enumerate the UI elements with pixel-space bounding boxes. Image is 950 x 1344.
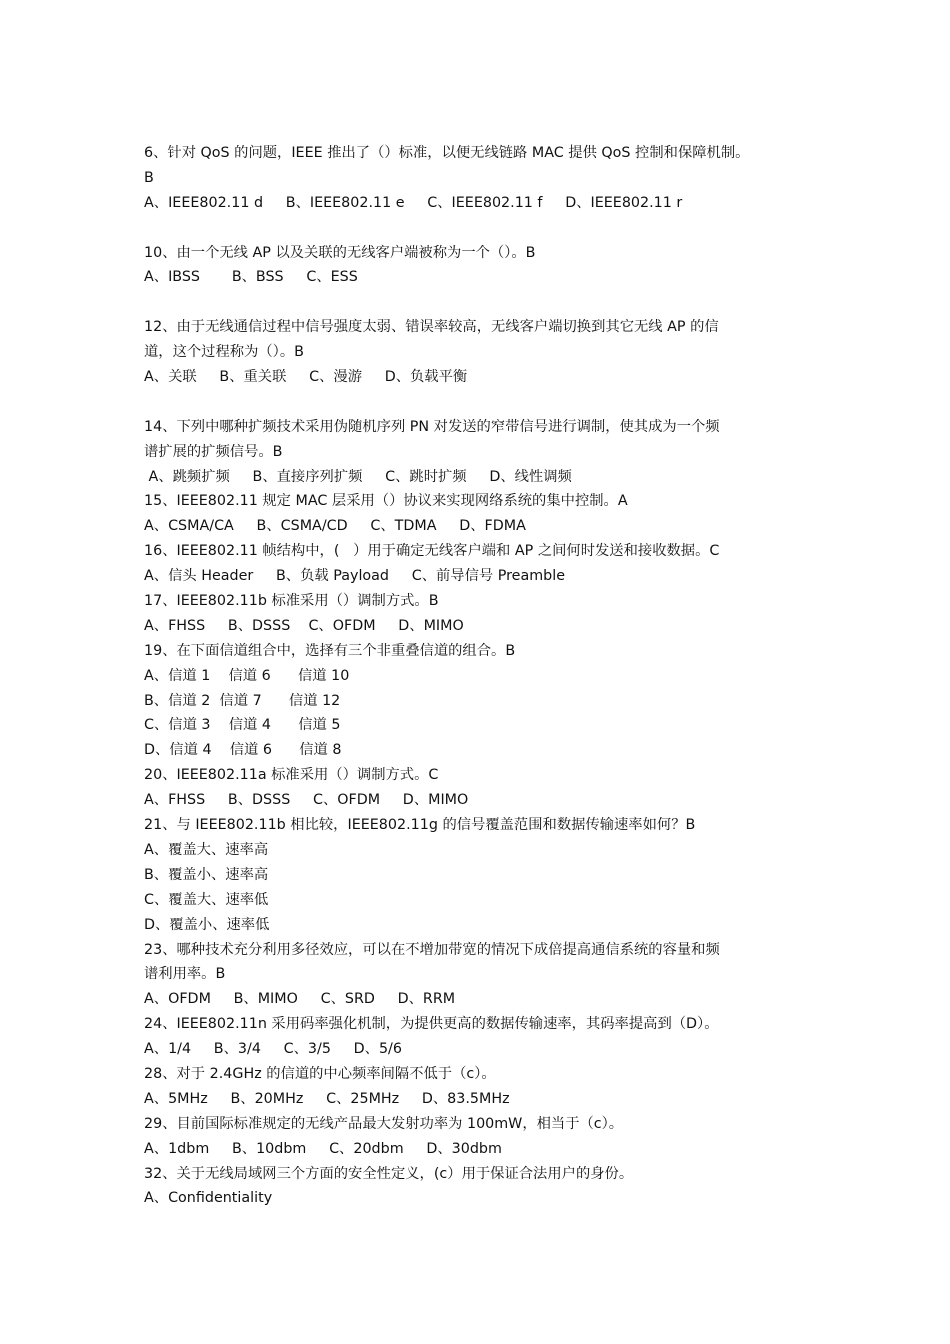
blank-line xyxy=(144,216,814,241)
text-line: A、FHSS B、DSSS C、OFDM D、MIMO xyxy=(144,617,464,634)
text-line: A、1/4 B、3/4 C、3/5 D、5/6 xyxy=(144,1041,402,1058)
text-line: A、Confidentiality xyxy=(144,1190,273,1207)
text-line: C、信道 3 信道 4 信道 5 xyxy=(144,717,341,734)
text-line: A、IEEE802.11 d B、IEEE802.11 e C、IEEE802.11 f D、IEEE802.11 r xyxy=(144,194,683,211)
text-line: A、FHSS B、DSSS C、OFDM D、MIMO xyxy=(144,792,469,809)
text-line: A、信头 Header B、负载 Payload C、前导信号 Preamble xyxy=(144,568,565,585)
text-line: 17、IEEE802.11b 标准采用（）调制方式。B xyxy=(144,593,439,610)
text-line: B、覆盖小、速率高 xyxy=(144,866,269,883)
text-line: A、信道 1 信道 6 信道 10 xyxy=(144,667,350,684)
text-line: 24、IEEE802.11n 采用码率强化机制，为提供更高的数据传输速率，其码率提高到（D）。 xyxy=(144,1016,719,1033)
text-line: 谱扩展的扩频信号。B xyxy=(144,443,283,460)
text-line: 19、在下面信道组合中，选择有三个非重叠信道的组合。B xyxy=(144,642,516,659)
text-line: C、覆盖大、速率低 xyxy=(144,891,269,908)
text-line: 29、目前国际标准规定的无线产品最大发射功率为 100mW，相当于（c）。 xyxy=(144,1115,624,1132)
text-line: A、5MHz B、20MHz C、25MHz D、83.5MHz xyxy=(144,1090,510,1107)
text-line: B、信道 2 信道 7 信道 12 xyxy=(144,692,341,709)
text-line: A、IBSS B、BSS C、ESS xyxy=(144,269,358,286)
text-line: 14、下列中哪种扩频技术采用伪随机序列 PN 对发送的窄带信号进行调制，使其成为一个频 xyxy=(144,418,720,435)
text-line: 23、哪种技术充分利用多径效应，可以在不增加带宽的情况下成倍提高通信系统的容量和频 xyxy=(144,941,720,958)
text-line: 6、针对 QoS 的问题，IEEE 推出了（）标准，以便无线链路 MAC 提供 QoS 控制和保障机制。 xyxy=(144,145,750,161)
text-line: 谱利用率。B xyxy=(144,966,226,983)
text-line: A、1dbm B、10dbm C、20dbm D、30dbm xyxy=(144,1140,502,1157)
text-line: A、OFDM B、MIMO C、SRD D、RRM xyxy=(144,991,456,1008)
text-line: A、跳频扩频 B、直接序列扩频 C、跳时扩频 D、线性调频 xyxy=(144,468,572,485)
text-line: B xyxy=(144,169,154,186)
text-line: 道，这个过程称为（）。B xyxy=(144,344,304,361)
text-line: 15、IEEE802.11 规定 MAC 层采用（）协议来实现网络系统的集中控制。A xyxy=(144,493,628,510)
blank-line xyxy=(144,390,814,415)
text-line: 28、对于 2.4GHz 的信道的中心频率间隔不低于（c）。 xyxy=(144,1065,496,1082)
text-line: A、关联 B、重关联 C、漫游 D、负载平衡 xyxy=(144,369,468,386)
text-line: 16、IEEE802.11 帧结构中，( ）用于确定无线客户端和 AP 之间何时发送和接收数据。C xyxy=(144,543,720,560)
text-line: 20、IEEE802.11a 标准采用（）调制方式。C xyxy=(144,767,439,784)
text-line: 21、与 IEEE802.11b 相比较，IEEE802.11g 的信号覆盖范围和数据传输速率如何？B xyxy=(144,817,696,834)
text-line: D、信道 4 信道 6 信道 8 xyxy=(144,742,342,759)
text-line: 12、由于无线通信过程中信号强度太弱、错误率较高，无线客户端切换到其它无线 AP 的信 xyxy=(144,319,719,336)
text-line: 32、关于无线局域网三个方面的安全性定义，(c）用于保证合法用户的身份。 xyxy=(144,1165,634,1182)
text-line: 10、由一个无线 AP 以及关联的无线客户端被称为一个（）。B xyxy=(144,244,536,261)
blank-line xyxy=(144,290,814,315)
text-line: D、覆盖小、速率低 xyxy=(144,916,270,933)
text-line: A、CSMA/CA B、CSMA/CD C、TDMA D、FDMA xyxy=(144,518,526,535)
text-line: A、覆盖大、速率高 xyxy=(144,841,269,858)
question-list xyxy=(144,141,814,1211)
